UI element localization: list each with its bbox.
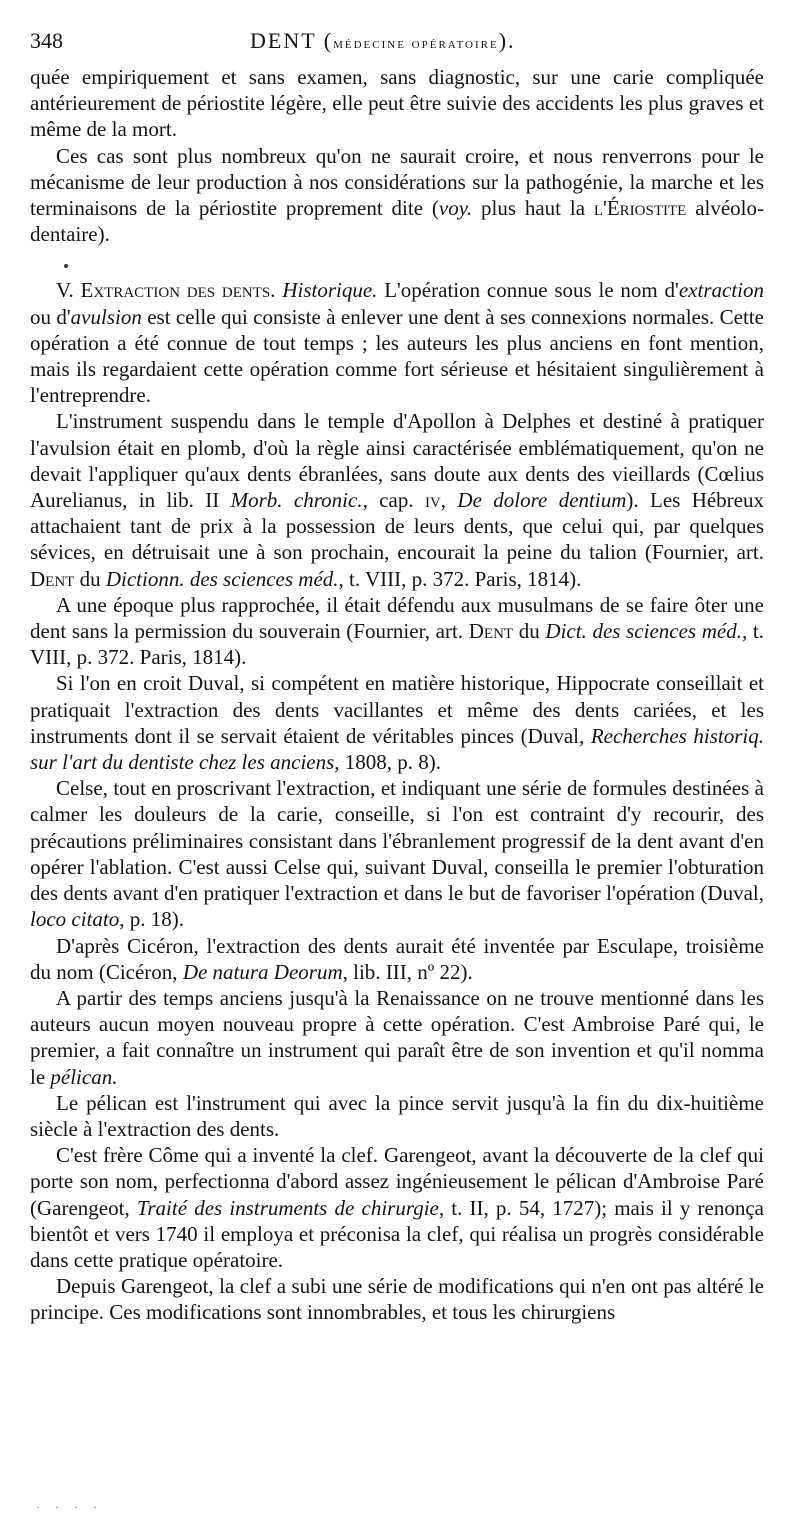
paragraph-4 [30, 408, 764, 591]
text-run: , p. 18). [119, 907, 184, 932]
text-run: du [513, 619, 546, 644]
paragraph-2 [30, 143, 764, 248]
paragraph-8 [30, 933, 764, 985]
text-run: , 1808, p. 8). [334, 750, 442, 775]
italic-run: Dict. des sciences méd. [545, 619, 742, 644]
text-run: Celse, tout en proscrivant l'extraction, et indiquant une série de formules destinées à calmer les douleurs de la carie, conseille, si l'on est contraint d'y recourir, des précautions préliminaires consistant dans l'ébranlement progressif de la dent avant d'en opérer l'ablation. C'est aussi Celse qui, suivant Duval, conseilla le premier l'obturation des dents avant d'en pratiquer l'extraction et dans le but de favoriser l'opération (Duval, [30, 776, 764, 906]
page-number: 348 [30, 28, 63, 53]
text-run: ). Les Hébreux attachaient tant de prix à la possession de leurs dents, que celui qui, par quelques sévices, en détruisait une à son prochain, encourait la peine du talion (Fournier, art. [30, 488, 764, 565]
italic-run: pélican. [50, 1064, 118, 1089]
text-run: , cap. [362, 488, 425, 513]
text-run: est celle qui consiste à enlever une dent à ses connexions normales. Cette opération a été connue de tout temps ; les auteurs les plus anciens en font mention, mais ils regardaient cette opération comme fort sérieuse et hésitaient singulièrement à l'entreprendre. [30, 304, 764, 408]
text-run: L'instrument suspendu dans le temple d'Apollon à Delphes et destiné à pratiquer l'avulsion était en plomb, d'où la règle ainsi caractérisée emblématiquement, qu'on ne devait l'appliquer qu'aux dents ébranlées, sans doute aux dents des vieillards (Cœlius Aurelianus, in lib. II [30, 409, 764, 513]
text-run: , lib. III, nº 22). [342, 959, 473, 984]
italic-run: De dolore dentium [457, 488, 627, 513]
paragraph-6 [30, 670, 764, 775]
paragraph-section-v [30, 277, 764, 408]
running-title-open: ( [316, 28, 334, 53]
smallcaps-run: Dent [468, 619, 514, 644]
smallcaps-run: Dent [30, 566, 75, 591]
text-run: Depuis Garengeot, la clef a subi une série de modifications qui n'en ont pas altéré le principe. Ces modifications sont innombrables, et tous les chirurgiens [30, 1274, 764, 1325]
text-run: , [440, 488, 458, 513]
running-head [30, 28, 770, 58]
italic-run: loco citato [30, 907, 120, 932]
print-speck [64, 264, 68, 268]
running-title-close: ). [498, 28, 516, 53]
paragraph-1 [30, 64, 764, 143]
text-run: Le pélican est l'instrument qui avec la pince servit jusqu'à la fin du dix-huitième siècle à l'extraction des dents. [30, 1090, 764, 1141]
subsection-heading: Historique. [282, 278, 378, 303]
text-run: plus haut la [472, 196, 594, 221]
italic-run: Traité des instruments de chirurgie [136, 1195, 439, 1220]
smallcaps-run: l'Ériostite [593, 196, 687, 221]
italic-run: avulsion [70, 304, 142, 329]
paragraph-10 [30, 1090, 764, 1142]
paragraph-12 [30, 1273, 764, 1325]
running-title-sub: médecine opératoire [333, 36, 499, 52]
italic-run: Morb. chronic. [230, 488, 363, 513]
body-text [30, 64, 764, 1326]
text-run: Ces cas sont plus nombreux qu'on ne saurait croire, et nous renverrons pour le mécanisme de leur production à nos considérations sur la pathogénie, la marche et les terminaisons de la périostite proprement dite ( [30, 143, 764, 221]
italic-run: extraction [678, 278, 764, 303]
text-run: Si l'on en croit Duval, si compétent en matière historique, Hippocrate conseillait et pratiquait l'extraction des dents vacillantes et même des dents cariées, et les instruments dont il se servait étaient de véritables pinces (Duval, [30, 671, 764, 748]
text-run: D'après Cicéron, l'extraction des dents aurait été inventée par Esculape, troisième du nom (Cicéron, [30, 933, 764, 984]
italic-run: De natura Deorum [182, 959, 343, 984]
text-run: A partir des temps anciens jusqu'à la Renaissance on ne trouve mentionné dans les auteurs aucun moyen nouveau propre à cette opération. C'est Ambroise Paré qui, le premier, a fait connaître un instrument qui paraît être de son invention et qu'il nomma le [30, 985, 764, 1089]
italic-run: Dictionn. des sciences méd. [105, 566, 339, 591]
running-title [250, 28, 516, 54]
smallcaps-run: iv [424, 488, 441, 513]
section-number: V. [56, 278, 81, 303]
text-run: , t. VIII, p. 372. Paris, 1814). [30, 619, 764, 670]
paragraph-5 [30, 592, 764, 671]
text-run: ou d' [30, 304, 71, 329]
text-run: alvéolo-dentaire). [30, 196, 764, 247]
section-heading: Extraction des dents. [80, 278, 276, 303]
text-run: A une époque plus rapprochée, il était défendu aux musulmans de se faire ôter une dent sans la permission du souverain (Fournier, art. [30, 592, 764, 644]
paragraph-7 [30, 775, 764, 932]
paragraph-11 [30, 1142, 764, 1273]
text-run: quée empiriquement et sans examen, sans diagnostic, sur une carie compliquée antérieurement de périostite légère, elle peut être suivie des accidents les plus graves et même de la mort. [30, 65, 764, 142]
text-run: , t. II, p. 54, 1727); mais il y renonça bientôt et vers 1740 il employa et préconisa la clef, qui réalisa un progrès considérable dans cette pratique opératoire. [30, 1195, 764, 1272]
print-marks: · · · · [36, 1500, 103, 1514]
text-run: C'est frère Côme qui a inventé la clef. Garengeot, avant la découverte de la clef qui porte son nom, perfectionna d'abord assez ingénieusement le pélican d'Ambroise Paré (Garengeot, [30, 1143, 764, 1220]
italic-run: voy. [438, 196, 473, 221]
text-run: L'opération connue sous le nom d' [377, 278, 679, 303]
text-run: du [74, 566, 106, 591]
running-title-main: DENT [250, 28, 317, 53]
text-run: , t. VIII, p. 372. Paris, 1814). [338, 566, 582, 591]
italic-run: Recherches historiq. sur l'art du dentiste chez les anciens [30, 723, 764, 775]
paragraph-9 [30, 985, 764, 1090]
